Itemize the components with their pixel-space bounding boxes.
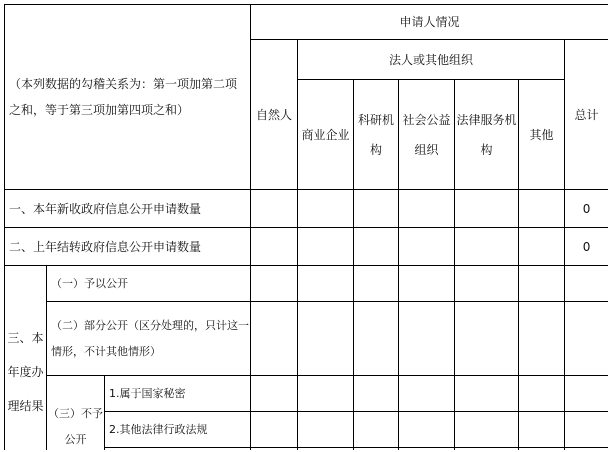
social-welfare-header: 社会公益组织 (399, 80, 455, 190)
table-cell (354, 448, 399, 451)
table-cell (519, 412, 565, 448)
table-cell (455, 266, 519, 302)
results-group-label: 三、本年度办理结果 (5, 266, 47, 451)
table-cell (455, 376, 519, 412)
table-cell (455, 448, 519, 451)
natural-person-header: 自然人 (251, 40, 298, 190)
table-cell (298, 302, 354, 376)
table-cell (399, 228, 455, 266)
table-row (5, 266, 609, 302)
table-cell (399, 266, 455, 302)
table-cell (298, 412, 354, 448)
applicant-header: 申请人情况 (251, 5, 608, 40)
table-cell (519, 302, 565, 376)
table-cell (251, 266, 298, 302)
table-cell (399, 412, 455, 448)
table-cell (565, 266, 608, 302)
table-cell (298, 190, 354, 228)
table-cell (298, 228, 354, 266)
table-cell (455, 412, 519, 448)
table-cell (251, 412, 298, 448)
table-cell (354, 376, 399, 412)
table-cell (455, 302, 519, 376)
legal-org-header: 法人或其他组织 (298, 40, 565, 80)
table-cell (354, 190, 399, 228)
table-cell (455, 228, 519, 266)
non-disclosure-group-label: （三）不予公开 (47, 376, 105, 451)
table-cell (519, 190, 565, 228)
table-cell (455, 190, 519, 228)
table-cell (298, 266, 354, 302)
table-cell (399, 448, 455, 451)
legal-service-header: 法律服务机构 (455, 80, 519, 190)
row-state-secret-label: 1.属于国家秘密 (105, 376, 251, 412)
table-cell (399, 190, 455, 228)
table-cell (105, 448, 251, 451)
table-cell (399, 302, 455, 376)
row-full-disclosure-label: （一）予以公开 (47, 266, 251, 302)
table-cell (354, 302, 399, 376)
table-cell (399, 376, 455, 412)
table-cell (251, 190, 298, 228)
table-cell (565, 448, 608, 451)
disclosure-stats-table (4, 4, 608, 450)
table-row (5, 376, 609, 412)
table-cell (519, 266, 565, 302)
research-header: 科研机构 (354, 80, 399, 190)
table-cell (565, 412, 608, 448)
total-header: 总计 (565, 40, 608, 190)
table-row (5, 228, 609, 266)
table-cell (298, 376, 354, 412)
row-other-laws-label: 2.其他法律行政法规 (105, 412, 251, 448)
table-cell (251, 376, 298, 412)
table-wrapper (4, 4, 608, 450)
row-partial-disclosure-label: （二）部分公开（区分处理的，只计这一情形，不计其他情形） (47, 302, 251, 376)
relation-note: （本列数据的勾稽关系为：第一项加第二项之和，等于第三项加第四项之和） (5, 5, 251, 190)
table-cell (251, 228, 298, 266)
row-carried-over-total: 0 (565, 228, 608, 266)
table-cell (298, 448, 354, 451)
table-cell (519, 376, 565, 412)
table-row (5, 302, 609, 376)
table-row (5, 190, 609, 228)
other-header: 其他 (519, 80, 565, 190)
table-cell (251, 448, 298, 451)
business-header: 商业企业 (298, 80, 354, 190)
table-cell (354, 228, 399, 266)
row-new-applications-label: 一、本年新收政府信息公开申请数量 (5, 190, 251, 228)
table-cell (519, 228, 565, 266)
table-cell (519, 448, 565, 451)
table-cell (354, 412, 399, 448)
row-new-applications-total: 0 (565, 190, 608, 228)
table-cell (565, 376, 608, 412)
row-carried-over-label: 二、上年结转政府信息公开申请数量 (5, 228, 251, 266)
table-cell (251, 302, 298, 376)
table-cell (354, 266, 399, 302)
table-cell (565, 302, 608, 376)
